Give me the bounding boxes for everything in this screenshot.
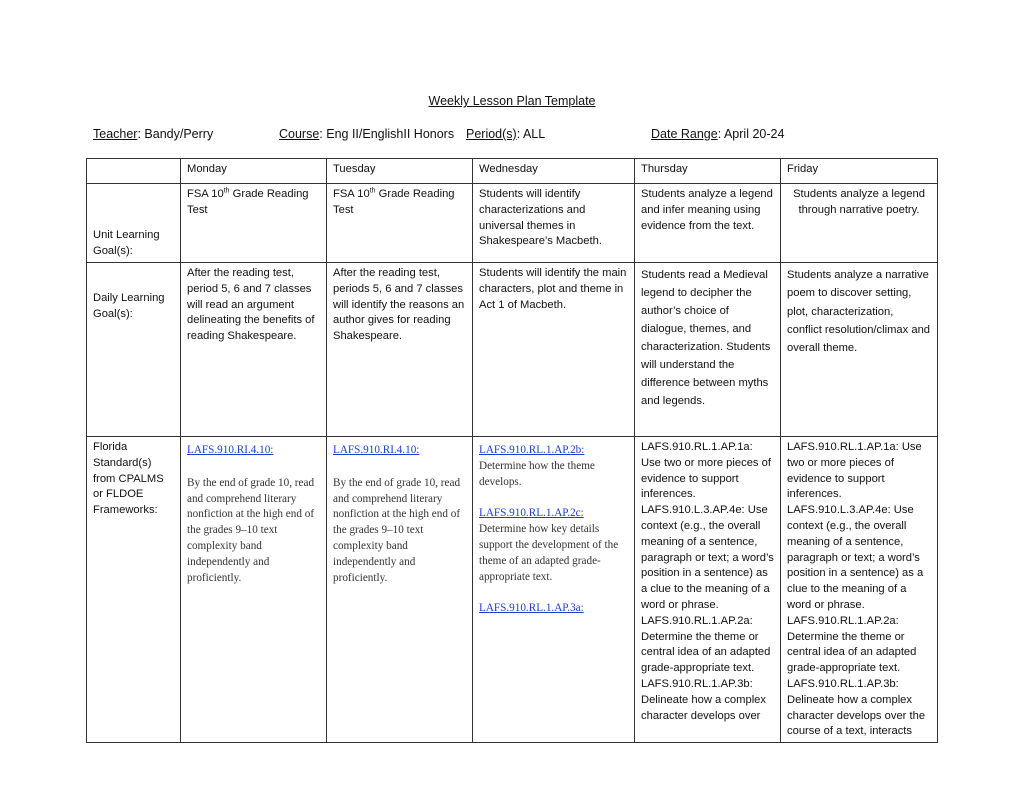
- date-range-field: [651, 127, 784, 141]
- unit-goal-wednesday: Students will identify characterizations and universal themes in Shakespeare’s Macbeth.: [473, 184, 635, 263]
- unit-goal-tuesday: FSA 10th Grade Reading Test: [327, 184, 473, 263]
- daily-goals-row: [87, 263, 938, 437]
- standard-text-monday: By the end of grade 10, read and comprehend literary nonfiction at the high end of the grades 9–10 text complexity band independently and proficiently.: [187, 476, 315, 584]
- daily-goal-monday: After the reading test, period 5, 6 and 7 classes will read an argument delineating the benefits of reading Shakespeare.: [181, 263, 327, 437]
- course-value: : Eng II/EnglishII Honors: [319, 127, 455, 141]
- document-title: Weekly Lesson Plan Template: [428, 94, 596, 108]
- standard-link-wednesday-3[interactable]: LAFS.910.RL.1.AP.3a:: [479, 602, 584, 615]
- day-wednesday: Wednesday: [473, 159, 635, 184]
- day-monday: Monday: [181, 159, 327, 184]
- standard-text-wednesday-1: Determine how the theme develops.: [479, 459, 595, 488]
- standard-link-tuesday[interactable]: LAFS.910.RI.4.10:: [333, 444, 420, 456]
- daily-goal-friday: Students analyze a narrative poem to discover setting, plot, characterization, conflict resolution/climax and overall theme.: [781, 263, 938, 437]
- daily-goal-wednesday: Students will identify the main characters, plot and theme in Act 1 of Macbeth.: [473, 263, 635, 437]
- day-thursday: Thursday: [635, 159, 781, 184]
- day-header-row: [87, 159, 938, 184]
- unit-goals-row: [87, 184, 938, 263]
- standard-friday: LAFS.910.RL.1.AP.1a: Use two or more pieces of evidence to support inferences. LAFS.910.L.3.AP.4e: Use context (e.g., the overall meaning of a sentence, paragraph or text; a word’s position in a sentence) as a clue to the meaning of a word or phrase. LAFS.910.RL.1.AP.2a: Determine the theme or central idea of an adapted grade-appropriate text. LAFS.910.RL.1.AP.3b: Delineate how a complex character develops over the course of a text, interacts: [781, 437, 938, 743]
- day-friday: Friday: [781, 159, 938, 184]
- course-field: [279, 127, 454, 141]
- standard-tuesday: [327, 437, 473, 743]
- course-label: Course: [279, 127, 320, 141]
- teacher-value: : Bandy/Perry: [137, 127, 214, 141]
- standard-wednesday: [473, 437, 635, 743]
- date-range-label: Date Range: [651, 127, 718, 141]
- period-field: [466, 127, 545, 141]
- day-tuesday: Tuesday: [327, 159, 473, 184]
- daily-goal-tuesday: After the reading test, periods 5, 6 and 7 classes will identify the reasons an author gives for reading Shakespeare.: [327, 263, 473, 437]
- standards-row: [87, 437, 938, 743]
- standard-monday: [181, 437, 327, 743]
- lesson-plan-table: [86, 158, 938, 743]
- corner-cell: [87, 159, 181, 184]
- standard-link-wednesday-2[interactable]: LAFS.910.RL.1.AP.2c:: [479, 507, 584, 520]
- standard-link-monday[interactable]: LAFS.910.RI.4.10:: [187, 444, 274, 456]
- period-label: Period(s): [466, 127, 517, 141]
- teacher-field: [93, 127, 213, 141]
- unit-goal-monday: FSA 10th Grade Reading Test: [181, 184, 327, 263]
- standard-thursday: LAFS.910.RL.1.AP.1a: Use two or more pieces of evidence to support inferences. LAFS.910.L.3.AP.4e: Use context (e.g., the overall meaning of a sentence, paragraph or text; a word’s position in a sentence) as a clue to the meaning of a word or phrase. LAFS.910.RL.1.AP.2a: Determine the theme or central idea of an adapted grade-appropriate text. LAFS.910.RL.1.AP.3b: Delineate how a complex character develops over: [635, 437, 781, 743]
- unit-goals-label: Unit Learning Goal(s):: [87, 184, 181, 263]
- standards-label: Florida Standard(s) from CPALMS or FLDOE Frameworks:: [87, 437, 181, 743]
- period-value: : ALL: [516, 127, 546, 141]
- standard-link-wednesday-1[interactable]: LAFS.910.RL.1.AP.2b:: [479, 444, 585, 456]
- daily-goals-label: Daily Learning Goal(s):: [87, 263, 181, 437]
- teacher-label: Teacher: [93, 127, 138, 141]
- date-range-value: : April 20-24: [717, 127, 785, 141]
- daily-goal-thursday: Students read a Medieval legend to decipher the author’s choice of dialogue, themes, and characterization. Students will understand the difference between myths and legends.: [635, 263, 781, 437]
- unit-goal-friday: Students analyze a legend through narrative poetry.: [781, 184, 938, 263]
- unit-goal-thursday: Students analyze a legend and infer meaning using evidence from the text.: [635, 184, 781, 263]
- standard-text-wednesday-2: Determine how key details support the development of the theme of an adapted grade-appropriate text.: [479, 523, 619, 583]
- standard-text-tuesday: By the end of grade 10, read and comprehend literary nonfiction at the high end of the grades 9–10 text complexity band independently and proficiently.: [333, 476, 461, 584]
